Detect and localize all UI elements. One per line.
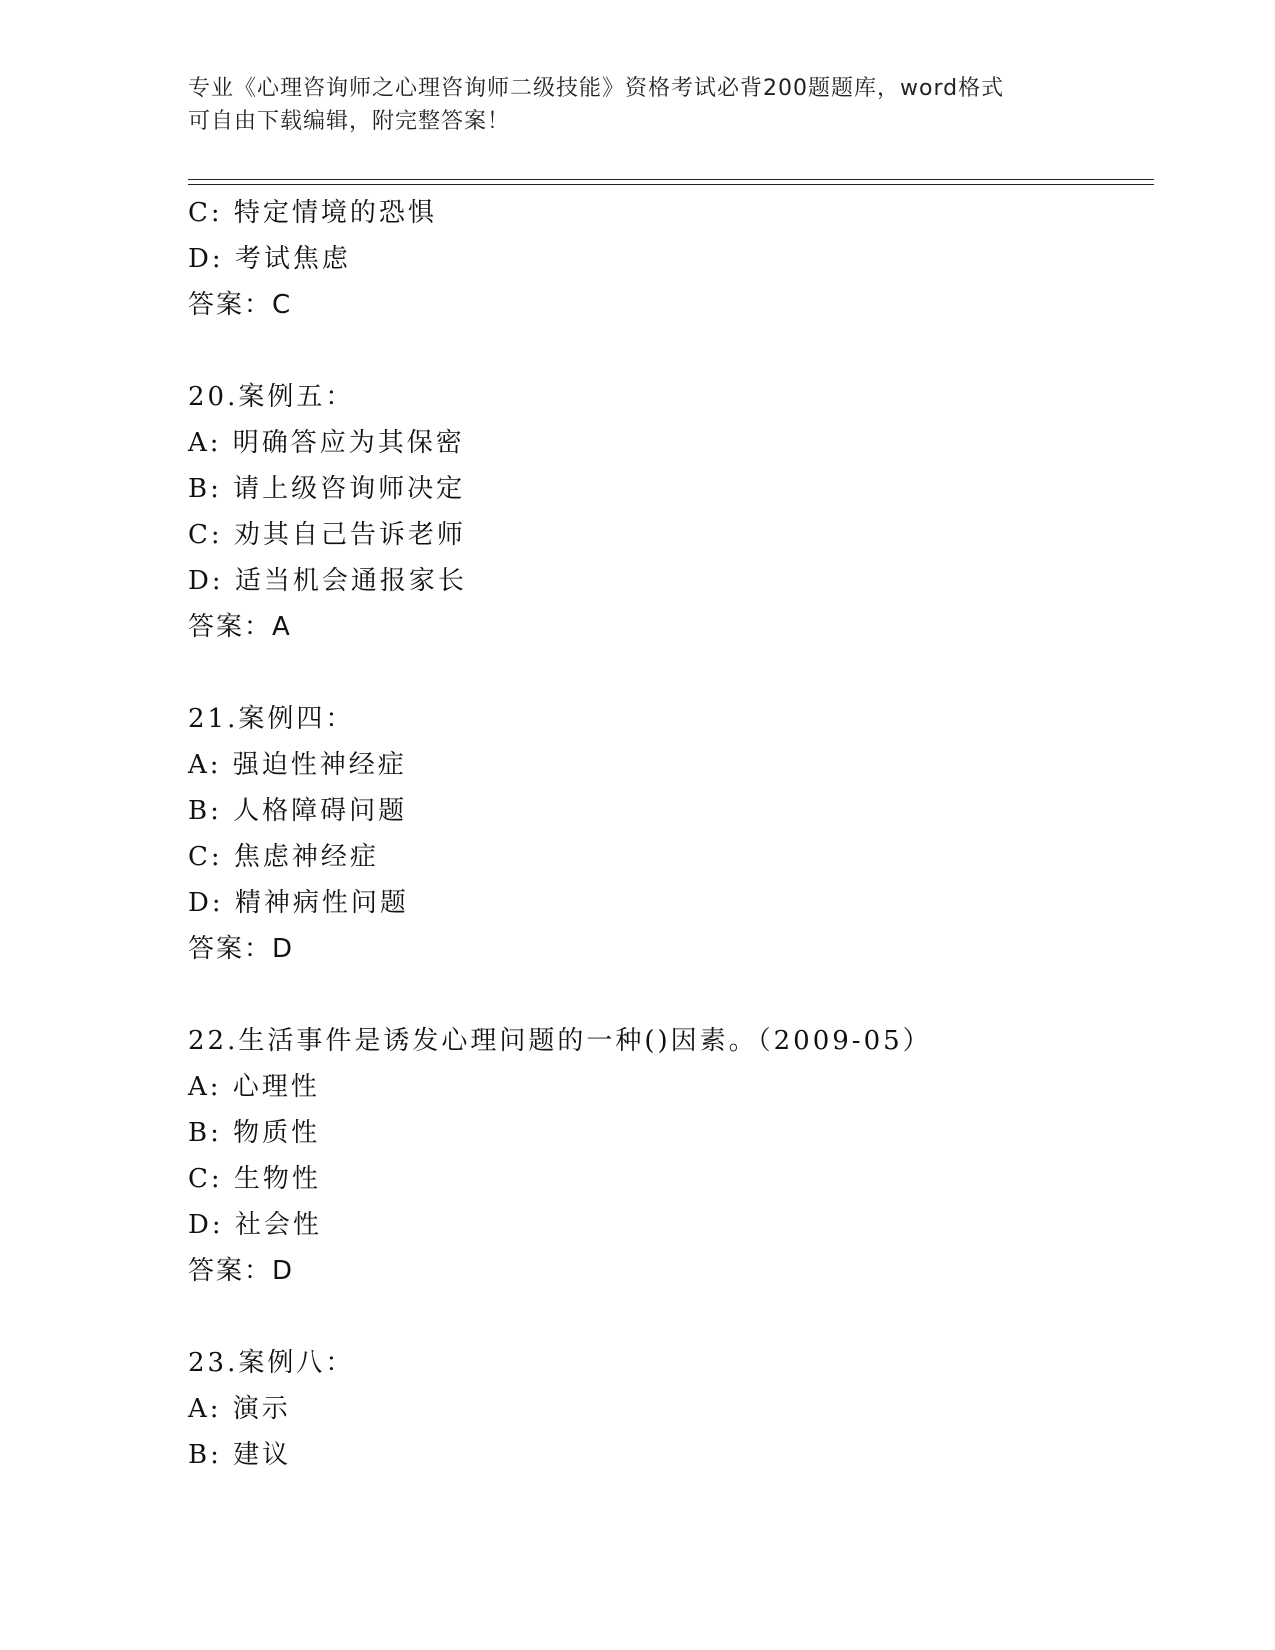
prev-question <box>188 190 1148 328</box>
option-a: A: 明确答应为其保密 <box>188 428 465 458</box>
question-title: 20.案例五： <box>188 382 355 412</box>
option-b: B: 人格障碍问题 <box>188 796 408 826</box>
header-divider-top <box>188 179 1154 180</box>
question-20 <box>188 374 1148 650</box>
question-list <box>188 190 1148 1478</box>
question-title: 22.生活事件是诱发心理问题的一种()因素。（2009-05） <box>188 1026 932 1056</box>
option-d: D: 精神病性问题 <box>188 888 409 918</box>
option-a: A: 演示 <box>188 1394 291 1424</box>
option-b: B: 物质性 <box>188 1118 321 1148</box>
answer-line: 答案：D <box>188 934 295 964</box>
question-21 <box>188 696 1148 972</box>
option-c: C: 特定情境的恐惧 <box>188 198 437 228</box>
option-d: D: 社会性 <box>188 1210 322 1240</box>
option-a: A: 强迫性神经症 <box>188 750 407 780</box>
document-header <box>188 72 1088 138</box>
question-22 <box>188 1018 1148 1294</box>
header-line-2: 可自由下载编辑，附完整答案！ <box>188 109 511 134</box>
spacer <box>188 972 1148 1018</box>
answer-line: 答案：D <box>188 1256 295 1286</box>
answer-line: 答案：C <box>188 290 293 320</box>
spacer <box>188 1294 1148 1340</box>
header-divider-bottom <box>188 184 1154 185</box>
answer-line: 答案：A <box>188 612 292 642</box>
option-c: C: 生物性 <box>188 1164 321 1194</box>
option-a: A: 心理性 <box>188 1072 320 1102</box>
spacer <box>188 650 1148 696</box>
option-b: B: 请上级咨询师决定 <box>188 474 466 504</box>
spacer <box>188 328 1148 374</box>
option-b: B: 建议 <box>188 1440 292 1470</box>
question-title: 23.案例八： <box>188 1348 355 1378</box>
option-c: C: 焦虑神经症 <box>188 842 379 872</box>
question-23 <box>188 1340 1148 1478</box>
option-d: D: 适当机会通报家长 <box>188 566 467 596</box>
question-title: 21.案例四： <box>188 704 355 734</box>
option-c: C: 劝其自己告诉老师 <box>188 520 466 550</box>
option-d: D: 考试焦虑 <box>188 244 351 274</box>
header-line-1: 专业《心理咨询师之心理咨询师二级技能》资格考试必背200题题库，word格式 <box>188 76 1005 101</box>
